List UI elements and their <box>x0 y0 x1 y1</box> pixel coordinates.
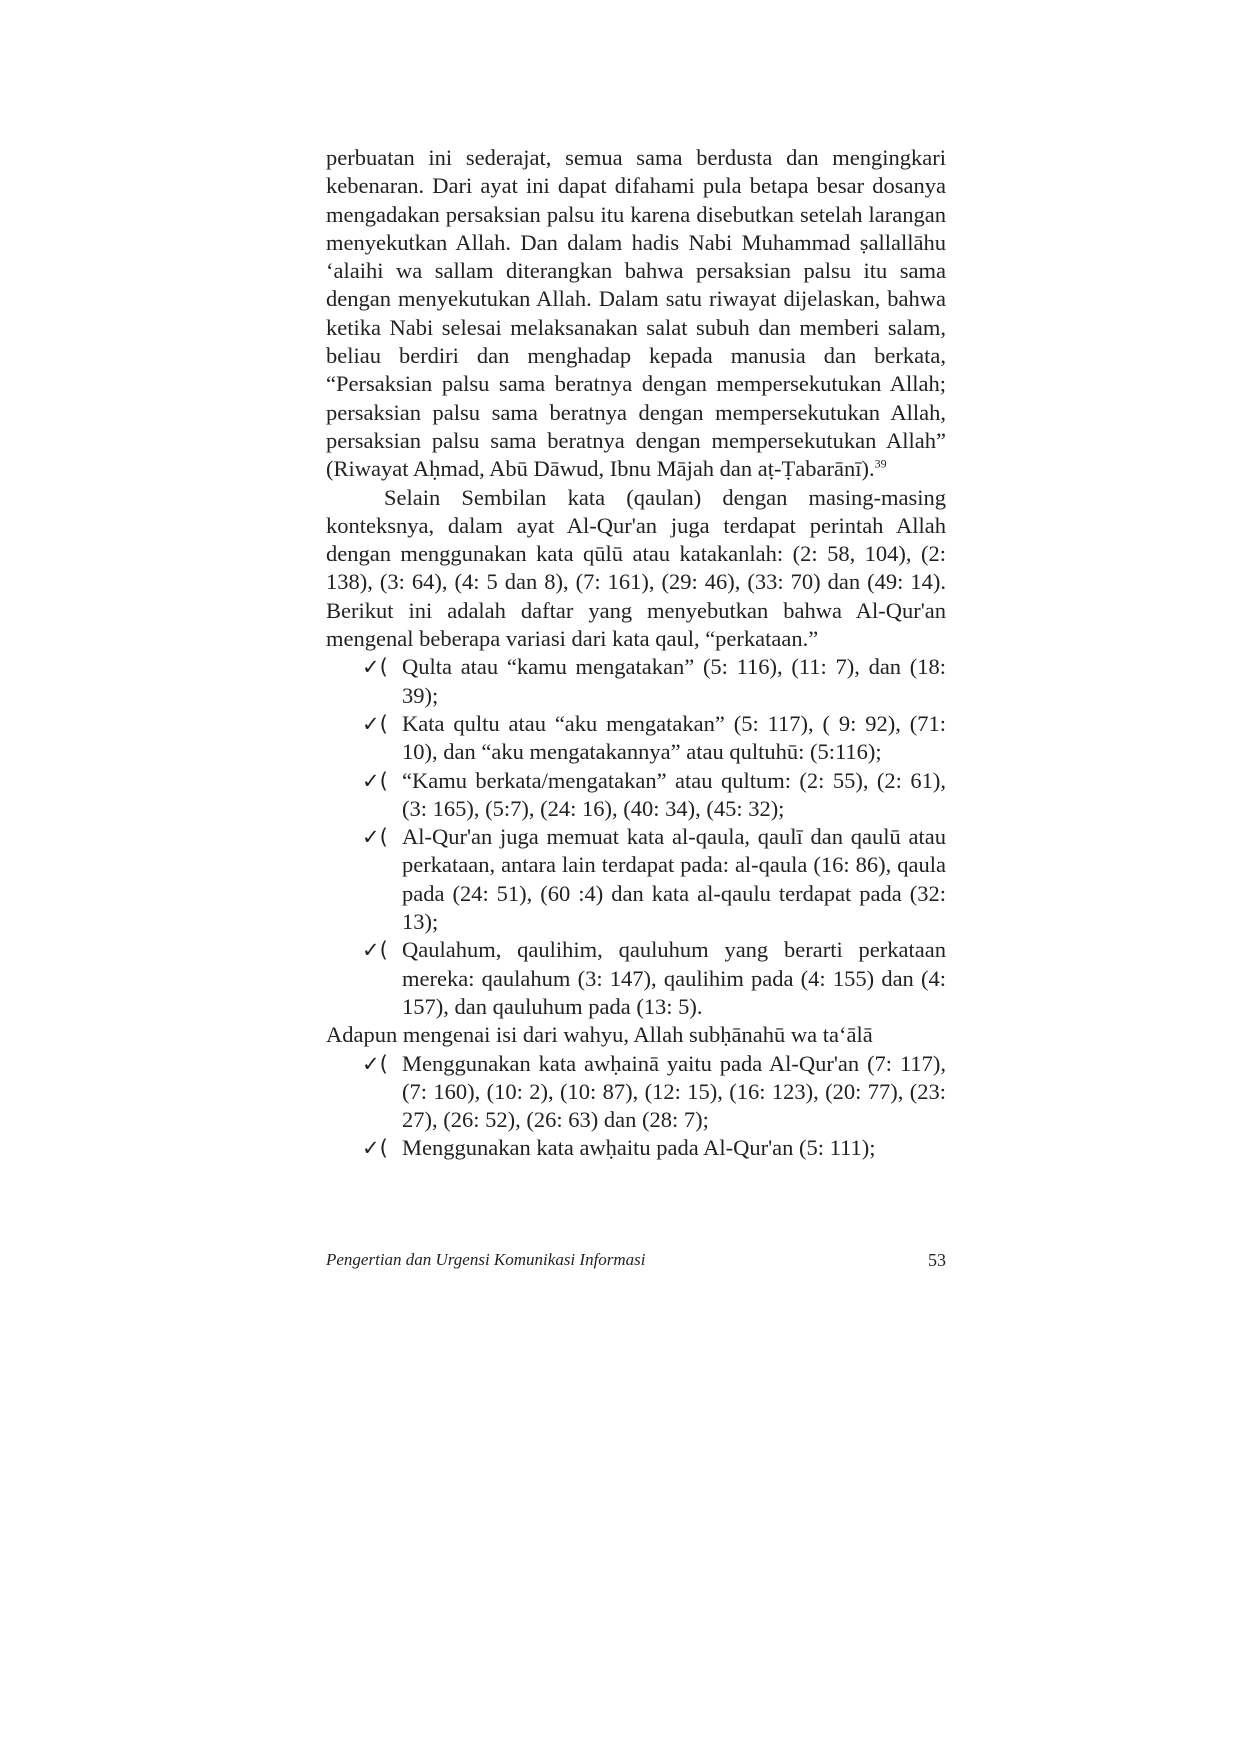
paragraph-wahyu: Adapun mengenai isi dari wahyu, Allah subḥānahū wa ta‘ālā <box>326 1022 873 1048</box>
page-body <box>326 144 946 1163</box>
check-icon: ✓( <box>362 1051 388 1076</box>
check-icon: ✓( <box>362 655 388 680</box>
check-icon: ✓( <box>362 825 388 850</box>
page-footer <box>326 1250 946 1280</box>
page-number: 53 <box>928 1250 946 1270</box>
paragraph-hadith <box>326 144 946 484</box>
wahyu-list <box>326 1050 946 1163</box>
paragraph-qaulan: Selain Sembilan kata (qaulan) dengan masing-masing konteksnya, dalam ayat Al-Qur'an juga terdapat perintah Allah dengan menggunakan kata qūlū atau katakanlah: (2: 58, 104), (2: 138), (3: 64), (4: 5 dan 8), (7: 161), (29: 46), (33: 70) dan (49: 14). Berikut ini adalah daftar yang menyebutkan bahwa Al-Qur'an mengenal beberapa variasi dari kata qaul, “perkataan.” <box>326 484 946 652</box>
check-icon: ✓( <box>362 938 388 963</box>
list-item: ✓( Qulta atau “kamu mengatakan” (5: 116), (11: 7), dan (18: 39); <box>362 654 946 708</box>
list-item: ✓( Menggunakan kata awḥaitu pada Al-Qur'an (5: 111); <box>366 1134 946 1162</box>
list-item: ✓( Qaulahum, qaulihim, qauluhum yang berarti perkataan mereka: qaulahum (3: 147), qaulihim pada (4: 155) dan (4: 157), dan qauluhum pada (13: 5). <box>362 937 946 1019</box>
check-icon: ✓( <box>362 1136 388 1161</box>
check-icon: ✓( <box>362 711 388 736</box>
list-item: ✓( “Kamu berkata/mengatakan” atau qultum: (2: 55), (2: 61), (3: 165), (5:7), (24: 16), (40: 34), (45: 32); <box>362 767 946 821</box>
qaul-variations-list <box>326 653 946 1021</box>
check-icon: ✓( <box>362 768 388 793</box>
list-item: ✓( Al-Qur'an juga memuat kata al-qaula, qaulī dan qaulū atau perkataan, antara lain terdapat pada: al-qaula (16: 86), qaula pada (24: 51), (60 :4) dan kata al-qaulu terdapat pada (32: 13); <box>362 824 946 935</box>
footnote-reference: 39 <box>874 456 887 471</box>
running-footer-title: Pengertian dan Urgensi Komunikasi Informasi <box>326 1250 646 1269</box>
paragraph-hadith-text: perbuatan ini sederajat, semua sama berdusta dan mengingkari kebenaran. Dari ayat ini dapat difahami pula betapa besar dosanya mengadakan persaksian palsu itu karena disebutkan setelah larangan menyekutkan Allah. Dan dalam hadis Nabi Muhammad ṣallallāhu ‘alaihi wa sallam diterangkan bahwa persaksian palsu itu sama dengan menyekutukan Allah. Dalam satu riwayat dijelaskan, bahwa ketika Nabi selesai melaksanakan salat subuh dan memberi salam, beliau berdiri dan menghadap kepada manusia dan berkata, “Persaksian palsu sama beratnya dengan mempersekutukan Allah; persaksian palsu sama beratnya dengan mempersekutukan Allah, persaksian palsu sama beratnya dengan mempersekutukan Allah” (Riwayat Aḥmad, Abū Dāwud, Ibnu Mājah dan aṭ-Ṭabarānī). <box>326 145 946 482</box>
list-item: ✓( Menggunakan kata awḥainā yaitu pada Al-Qur'an (7: 117), (7: 160), (10: 2), (10: 87), (12: 15), (16: 123), (20: 77), (23: 27), (26: 52), (26: 63) dan (28: 7); <box>362 1050 946 1133</box>
list-item: ✓( Kata qultu atau “aku mengatakan” (5: 117), ( 9: 92), (71: 10), dan “aku mengatakannya” atau qultuhū: (5:116); <box>362 710 946 765</box>
